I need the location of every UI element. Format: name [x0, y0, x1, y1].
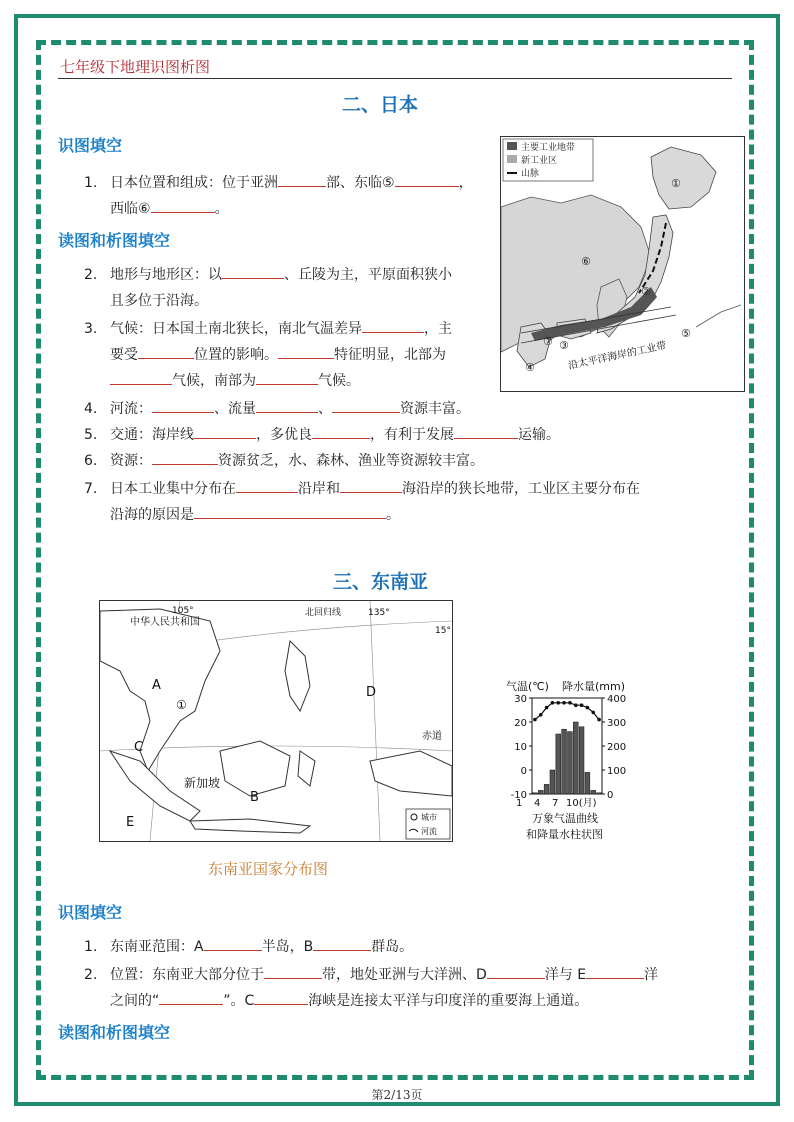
longitude-105-label: 105°	[172, 606, 194, 616]
question-number: 7.	[84, 481, 98, 497]
temperature-point	[533, 718, 537, 722]
answer-blank[interactable]	[222, 263, 284, 279]
legend-label-new-industry: 新工业区	[521, 156, 558, 166]
answer-blank[interactable]	[194, 503, 386, 519]
answer-blank[interactable]	[332, 397, 400, 413]
answer-blank[interactable]	[159, 989, 223, 1005]
map-label-1: ①	[671, 177, 681, 190]
question-number: 1.	[84, 175, 98, 191]
legend-swatch-new-industry	[507, 155, 517, 163]
question-text: 资源贫乏，水、森林、渔业等资源较丰富。	[218, 453, 484, 469]
answer-blank[interactable]	[256, 369, 318, 385]
question-text: 。	[386, 507, 400, 523]
answer-blank[interactable]	[487, 963, 545, 979]
question-text: 日本工业集中分布在	[110, 481, 236, 497]
answer-blank[interactable]	[151, 197, 215, 213]
answer-blank[interactable]	[204, 935, 262, 951]
precipitation-bar	[544, 784, 549, 794]
subheading-map-fill: 识图填空	[58, 136, 123, 155]
temperature-point	[545, 706, 549, 710]
question-text: 运输。	[518, 427, 560, 443]
temperature-point	[597, 718, 601, 722]
river-legend-label: 河流	[421, 827, 437, 836]
y2-tick-label: 100	[607, 766, 627, 777]
legend-label-mountain: 山脉	[521, 169, 540, 179]
chart-caption-line1: 万象气温曲线	[532, 812, 598, 825]
y2-tick-label: 300	[607, 718, 627, 729]
answer-blank[interactable]	[278, 171, 326, 187]
precipitation-bar	[562, 729, 567, 794]
question-text: 要受	[110, 347, 138, 363]
question-text: ，	[458, 175, 473, 191]
question-text: 地形与地形区：以	[110, 267, 222, 283]
question-text: 东南亚范围：A	[110, 939, 204, 955]
question-japan-6	[84, 448, 484, 474]
question-text: 位置：东南亚大部分位于	[110, 967, 264, 983]
precipitation-bar	[568, 732, 573, 794]
precipitation-bar	[597, 793, 602, 794]
question-text: 洋	[644, 967, 659, 983]
subheading-sea-map-analysis: 读图和析图填空	[58, 1023, 171, 1042]
question-text: 沿海的原因是	[110, 507, 194, 523]
question-text: 半岛，B	[261, 939, 314, 955]
question-text: 部、东临⑤	[326, 175, 395, 191]
header-divider	[58, 78, 732, 79]
legend-label-industry: 主要工业地带	[521, 143, 576, 153]
y2-tick-label: 0	[607, 790, 614, 801]
question-text: 且多位于沿海。	[110, 293, 208, 309]
y-tick-label: -10	[510, 790, 527, 801]
question-text: 洋与 E	[544, 967, 587, 983]
question-japan-3	[84, 316, 452, 342]
question-text: 带，地处亚洲与大洋洲、D	[322, 967, 487, 983]
map-label-4: ④	[525, 361, 535, 374]
answer-blank[interactable]	[236, 477, 298, 493]
question-japan-1	[84, 170, 473, 196]
question-number: 2.	[84, 967, 98, 983]
question-text: 气候。	[318, 373, 360, 389]
question-japan-7-cont	[110, 502, 400, 528]
answer-blank[interactable]	[152, 449, 218, 465]
latitude-15-label: 15°	[435, 626, 451, 636]
southeast-asia-map-graphic	[100, 601, 452, 841]
answer-blank[interactable]	[110, 369, 172, 385]
y2-tick-label: 400	[607, 694, 627, 705]
southeast-asia-map-caption: 东南亚国家分布图	[208, 860, 329, 878]
temperature-point	[586, 706, 590, 710]
chart-left-axis-label: 气温(℃)	[506, 680, 549, 693]
vientiane-climate-chart	[500, 676, 640, 846]
precipitation-bar	[579, 727, 584, 794]
question-text: ，多优良	[256, 427, 312, 443]
question-text: 特征明显，北部为	[334, 347, 446, 363]
equator-label: 赤道	[422, 731, 442, 742]
y2-tick-label: 200	[607, 742, 627, 753]
question-text: 、丘陵为主，平原面积狭小	[284, 267, 452, 283]
question-text: ，主	[424, 321, 452, 337]
question-number: 3.	[84, 321, 98, 337]
legend-swatch-industry	[507, 142, 517, 150]
question-japan-3-cont2	[110, 368, 360, 394]
question-text: 。	[214, 201, 229, 217]
question-number: 2.	[84, 267, 98, 283]
precipitation-bar	[573, 722, 578, 794]
question-text: 交通：海岸线	[110, 427, 194, 443]
temperature-point	[551, 701, 555, 705]
answer-blank[interactable]	[254, 989, 308, 1005]
temperature-point	[574, 703, 578, 707]
japan-map-graphic	[501, 137, 744, 391]
map-label-7: ⑦	[543, 335, 553, 348]
question-japan-1-cont	[110, 196, 229, 222]
temperature-point	[580, 703, 584, 707]
meridian-line	[370, 601, 380, 841]
precipitation-bar	[538, 790, 543, 794]
region-label-e: E	[126, 815, 135, 830]
longitude-135-label: 135°	[368, 608, 390, 618]
question-text: 海沿岸的狭长地带，工业区主要分布在	[402, 481, 640, 497]
section-title-southeast-asia: 三、东南亚	[333, 571, 429, 593]
precipitation-bar	[550, 770, 555, 794]
question-sea-2-cont	[110, 988, 588, 1014]
question-japan-3-cont	[110, 342, 446, 368]
answer-blank[interactable]	[586, 963, 644, 979]
answer-blank[interactable]	[264, 963, 322, 979]
x-tick-label: 7	[552, 798, 559, 809]
question-text: 气候：日本国土南北狭长，南北气温差异	[110, 321, 362, 337]
subheading-map-analysis: 读图和析图填空	[58, 231, 171, 250]
temperature-point	[562, 701, 566, 705]
x-tick-label: 4	[534, 798, 541, 809]
map-label-5: ⑤	[681, 327, 691, 340]
y-tick-label: 30	[514, 694, 527, 705]
subheading-sea-map-fill: 识图填空	[58, 903, 123, 922]
y-tick-label: 0	[520, 766, 527, 777]
sulawesi-shape	[298, 751, 315, 786]
map-label-3: ③	[559, 339, 569, 352]
southeast-asia-map	[99, 600, 453, 842]
answer-blank[interactable]	[340, 477, 402, 493]
question-text: 资源丰富。	[400, 401, 470, 417]
page-number: 第2/13页	[371, 1088, 423, 1102]
map-label-2: ②	[641, 285, 651, 298]
precipitation-bar	[591, 790, 596, 794]
question-text: ”。C	[223, 993, 255, 1009]
question-sea-2	[84, 962, 658, 988]
map-label-circle-1: ①	[176, 698, 187, 712]
answer-blank[interactable]	[312, 423, 370, 439]
question-japan-2-cont	[110, 288, 208, 314]
question-text: 气候，南部为	[172, 373, 256, 389]
temperature-point	[568, 701, 572, 705]
chart-right-axis-label: 降水量(mm)	[562, 680, 626, 693]
region-label-b: B	[250, 790, 259, 805]
answer-blank[interactable]	[278, 343, 334, 359]
answer-blank[interactable]	[194, 423, 256, 439]
java-shape	[190, 819, 310, 833]
question-text: 位置的影响。	[194, 347, 278, 363]
question-number: 5.	[84, 427, 98, 443]
question-text: 群岛。	[371, 939, 414, 955]
y-tick-label: 10	[514, 742, 527, 753]
china-label: 中华人民共和国	[130, 617, 200, 628]
tropic-of-cancer-label: 北回归线	[305, 608, 342, 618]
question-number: 6.	[84, 453, 98, 469]
question-japan-4	[84, 396, 470, 422]
latitude-line	[210, 621, 452, 641]
question-text: 沿岸和	[298, 481, 340, 497]
map-label-6: ⑥	[581, 255, 591, 268]
answer-blank[interactable]	[256, 397, 318, 413]
hokkaido-shape	[651, 147, 716, 209]
singapore-label: 新加坡	[184, 776, 221, 790]
region-label-c: C	[134, 740, 144, 755]
industrial-belt-label: 沿太平洋海岸的工业带	[567, 340, 668, 372]
section-title-japan: 二、日本	[342, 94, 419, 116]
question-text: 海峡是连接太平洋与印度洋的重要海上通道。	[308, 993, 589, 1009]
region-label-d: D	[366, 685, 377, 700]
answer-blank[interactable]	[454, 423, 518, 439]
question-text: 、	[318, 401, 332, 417]
answer-blank[interactable]	[138, 343, 194, 359]
answer-blank[interactable]	[362, 317, 424, 333]
question-number: 4.	[84, 401, 98, 417]
question-text: 西临⑥	[110, 201, 151, 217]
x-tick-label: 1	[516, 798, 523, 809]
question-text: 日本位置和组成：位于亚洲	[110, 175, 278, 191]
region-label-a: A	[152, 678, 161, 693]
question-text: 资源：	[110, 453, 152, 469]
question-japan-7	[84, 476, 640, 502]
temperature-point	[556, 701, 560, 705]
temperature-point	[539, 713, 543, 717]
philippines-shape	[285, 641, 310, 711]
document-header: 七年级下地理识图析图	[60, 58, 211, 76]
question-text: 、流量	[214, 401, 256, 417]
question-text: 之间的“	[110, 993, 160, 1009]
borneo-shape	[220, 741, 290, 796]
temperature-point	[591, 711, 595, 715]
answer-blank[interactable]	[152, 397, 214, 413]
japan-map	[500, 136, 745, 392]
question-text: ，有利于发展	[370, 427, 454, 443]
new-guinea-shape	[370, 751, 452, 796]
chart-caption-line2: 和降量水柱状图	[526, 828, 603, 841]
temperature-line	[535, 703, 599, 720]
answer-blank[interactable]	[395, 171, 459, 187]
question-japan-2	[84, 262, 452, 288]
precipitation-bar	[585, 772, 590, 794]
precipitation-bar	[533, 793, 538, 794]
x-tick-label: 10(月)	[566, 798, 597, 809]
answer-blank[interactable]	[313, 935, 371, 951]
coast-line	[696, 305, 741, 327]
y-tick-label: 20	[514, 718, 527, 729]
question-japan-5	[84, 422, 560, 448]
precipitation-bar	[556, 734, 561, 794]
question-text: 河流：	[110, 401, 152, 417]
question-number: 1.	[84, 939, 98, 955]
chart-plot-area	[511, 694, 626, 801]
question-sea-1	[84, 934, 413, 960]
city-legend-label: 城市	[421, 813, 437, 822]
